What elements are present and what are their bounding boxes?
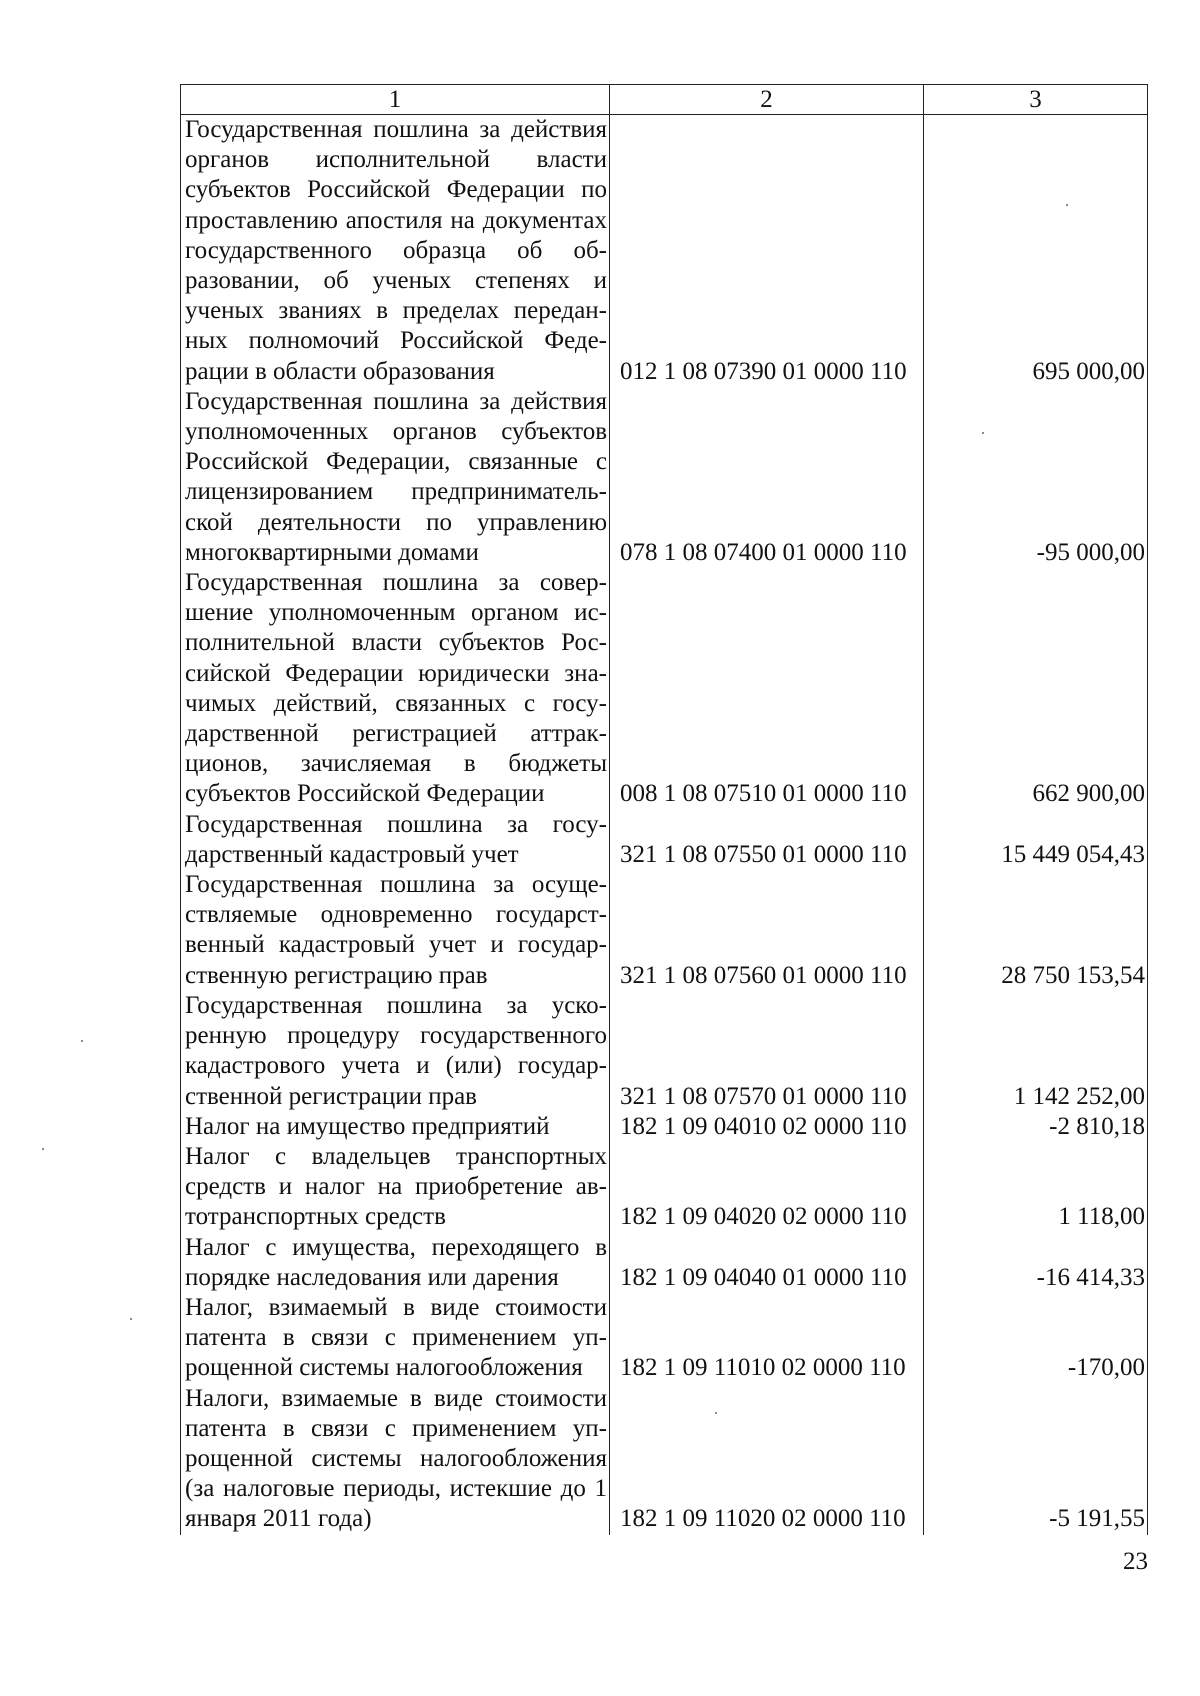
row-code: 182 1 09 11010 02 0000 110 (610, 1293, 924, 1384)
row-code: 182 1 09 04020 02 0000 110 (610, 1142, 924, 1233)
row-amount: -2 810,18 (924, 1112, 1148, 1142)
row-name: Налоги, взимаемые в виде стоимости патента в связи с применением упрощенной системы налогообложения (за налоговые периоды, истекшие до 1 января 2011 года) (181, 1384, 610, 1535)
table-row (181, 1142, 1148, 1233)
row-code: 182 1 09 11020 02 0000 110 (610, 1384, 924, 1535)
row-code: 182 1 09 04040 01 0000 110 (610, 1233, 924, 1293)
column-header-3: 3 (924, 85, 1148, 115)
row-name: Государственная пошлина за государственный кадастровый учет (181, 810, 610, 870)
table-row (181, 1293, 1148, 1384)
row-name: Государственная пошлина за совершение уполномоченным органом исполнительной власти субъектов Российской Федерации юридически значимых действий, связанных с государственной регистрацией аттракционов, зачисляемая в бюджеты субъектов Российской Федерации (181, 568, 610, 810)
scan-speck (130, 1318, 132, 1320)
row-name: Государственная пошлина за осуществляемые одновременно государственный кадастровый учет и государственную регистрацию прав (181, 870, 610, 991)
row-name: Налог с владельцев транспортных средств и налог на приобретение автотранспортных средств (181, 1142, 610, 1233)
revenue-table (180, 84, 1148, 1535)
row-code: 078 1 08 07400 01 0000 110 (610, 387, 924, 568)
row-name: Государственная пошлина за ускоренную процедуру государственного кадастрового учета и (или) государственной регистрации прав (181, 991, 610, 1112)
row-amount: 1 142 252,00 (924, 991, 1148, 1112)
table-row (181, 1112, 1148, 1142)
row-name: Налог с имущества, переходящего в порядке наследования или дарения (181, 1233, 610, 1293)
row-code: 321 1 08 07570 01 0000 110 (610, 991, 924, 1112)
row-name: Государственная пошлина за действия уполномоченных органов субъектов Российской Федерации, связанные с лицензированием предпринимательской деятельности по управлению многоквартирными домами (181, 387, 610, 568)
table-row (181, 810, 1148, 870)
row-amount: -5 191,55 (924, 1384, 1148, 1535)
scan-speck (42, 1148, 44, 1150)
table-row (181, 568, 1148, 810)
row-amount: 15 449 054,43 (924, 810, 1148, 870)
scan-speck (715, 1412, 717, 1414)
table-row (181, 991, 1148, 1112)
row-amount: -95 000,00 (924, 387, 1148, 568)
table-row (181, 387, 1148, 568)
row-name: Налог на имущество предприятий (181, 1112, 610, 1142)
row-name: Государственная пошлина за действия органов исполнительной власти субъектов Российской Федерации по проставлению апостиля на документах государственного образца об образовании, об ученых степенях и ученых званиях в пределах переданных полномочий Российской Федерации в области образования (181, 115, 610, 387)
row-amount: 28 750 153,54 (924, 870, 1148, 991)
table-row (181, 1384, 1148, 1535)
table-header-row (181, 85, 1148, 115)
row-amount: -170,00 (924, 1293, 1148, 1384)
table-row (181, 115, 1148, 387)
column-header-2: 2 (610, 85, 924, 115)
scan-speck (81, 1040, 83, 1042)
row-name: Налог, взимаемый в виде стоимости патента в связи с применением упрощенной системы налогообложения (181, 1293, 610, 1384)
scan-speck (982, 432, 984, 434)
row-code: 008 1 08 07510 01 0000 110 (610, 568, 924, 810)
page-number: 23 (1123, 1548, 1148, 1575)
row-code: 321 1 08 07560 01 0000 110 (610, 870, 924, 991)
row-amount: 1 118,00 (924, 1142, 1148, 1233)
row-amount: 662 900,00 (924, 568, 1148, 810)
row-code: 182 1 09 04010 02 0000 110 (610, 1112, 924, 1142)
row-code: 321 1 08 07550 01 0000 110 (610, 810, 924, 870)
row-amount: 695 000,00 (924, 115, 1148, 387)
column-header-1: 1 (181, 85, 610, 115)
scan-speck (1066, 204, 1068, 206)
row-amount: -16 414,33 (924, 1233, 1148, 1293)
row-code: 012 1 08 07390 01 0000 110 (610, 115, 924, 387)
table-row (181, 1233, 1148, 1293)
table-row (181, 870, 1148, 991)
